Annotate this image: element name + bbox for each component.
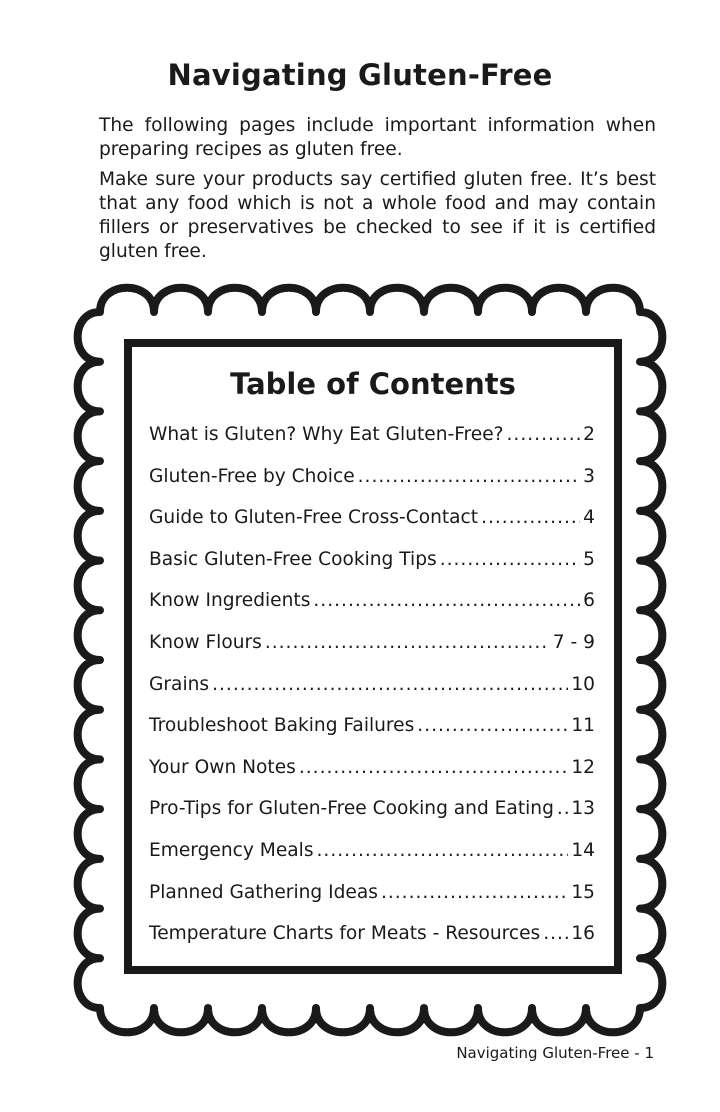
toc-entry-page: 15: [571, 881, 595, 903]
toc-leader-dots: [543, 923, 568, 944]
toc-leader-dots: [317, 840, 569, 861]
toc-entry-label: Guide to Gluten-Free Cross-Contact: [149, 507, 479, 529]
toc-entry-label: Gluten-Free by Choice: [149, 465, 355, 487]
toc-leader-dots: [313, 590, 580, 611]
toc-entry-label: Basic Gluten-Free Cooking Tips: [149, 548, 437, 570]
toc-entry-page: 16: [571, 923, 595, 945]
toc-entry-page: 3: [583, 465, 595, 487]
toc-leader-dots: [481, 507, 580, 528]
toc-leader-dots: [299, 757, 568, 778]
toc-entry-label: Grains: [149, 673, 210, 695]
intro-paragraph-2: Make sure your products say certified gluten free. It’s best that any food which is not a whole food and may contain fillers or preservatives be checked to see if it is certified gluten free.: [99, 169, 656, 262]
toc-entry[interactable]: [149, 715, 595, 757]
toc-entry[interactable]: [149, 466, 595, 508]
toc-entry-page: 13: [571, 798, 595, 820]
toc-leader-dots: [358, 466, 581, 487]
toc-leader-dots: [381, 882, 568, 903]
intro-paragraph-1: The following pages include important information when preparing recipes as gluten free.: [99, 115, 656, 160]
toc-entry-page: 2: [583, 424, 595, 445]
toc-title: Table of Contents: [230, 367, 516, 401]
toc-entry-label: Your Own Notes: [149, 756, 296, 778]
toc-entry[interactable]: [149, 507, 595, 549]
toc-entry[interactable]: [149, 840, 595, 882]
toc-entry-page: 10: [571, 673, 595, 695]
toc-leader-dots: [265, 632, 550, 653]
toc-entry[interactable]: [149, 882, 595, 924]
toc-entry-label: Know Ingredients: [149, 590, 311, 612]
toc-entry-page: 14: [571, 839, 595, 861]
toc-entry-label: What is Gluten? Why Eat Gluten-Free?: [149, 424, 504, 445]
page-title: Navigating Gluten-Free: [167, 58, 553, 92]
toc-entry-label: Emergency Meals: [149, 839, 314, 861]
toc-leader-dots: [440, 549, 580, 570]
toc-entry-page: 11: [571, 715, 595, 737]
toc-entry[interactable]: [149, 632, 595, 674]
toc-entry-label: Planned Gathering Ideas: [149, 881, 378, 903]
toc-entry[interactable]: [149, 798, 595, 840]
toc-entry[interactable]: [149, 674, 595, 716]
page-footer: Navigating Gluten-Free - 1: [456, 1044, 654, 1062]
toc-entry[interactable]: [149, 757, 595, 799]
toc-entry-page: 12: [571, 756, 595, 778]
toc-entry-label: Troubleshoot Baking Failures: [149, 715, 415, 737]
toc-entry-page: 5: [583, 548, 595, 570]
toc-entry-page: 6: [583, 590, 595, 612]
toc-leader-dots: [557, 798, 568, 819]
toc-entry[interactable]: [149, 923, 595, 965]
toc-entry[interactable]: [149, 590, 595, 632]
toc-entry-label: Know Flours: [149, 631, 262, 653]
toc-list: [149, 424, 595, 965]
toc-entry[interactable]: [149, 424, 595, 466]
toc-entry-page: 7 - 9: [552, 631, 595, 653]
toc-entry-page: 4: [583, 507, 595, 529]
toc-entry-label: Temperature Charts for Meats - Resources: [149, 923, 541, 945]
toc-entry-label: Pro-Tips for Gluten-Free Cooking and Eating: [149, 798, 554, 820]
toc-leader-dots: [507, 424, 581, 445]
toc-leader-dots: [212, 674, 568, 695]
toc-entry[interactable]: [149, 549, 595, 591]
toc-leader-dots: [417, 715, 568, 736]
